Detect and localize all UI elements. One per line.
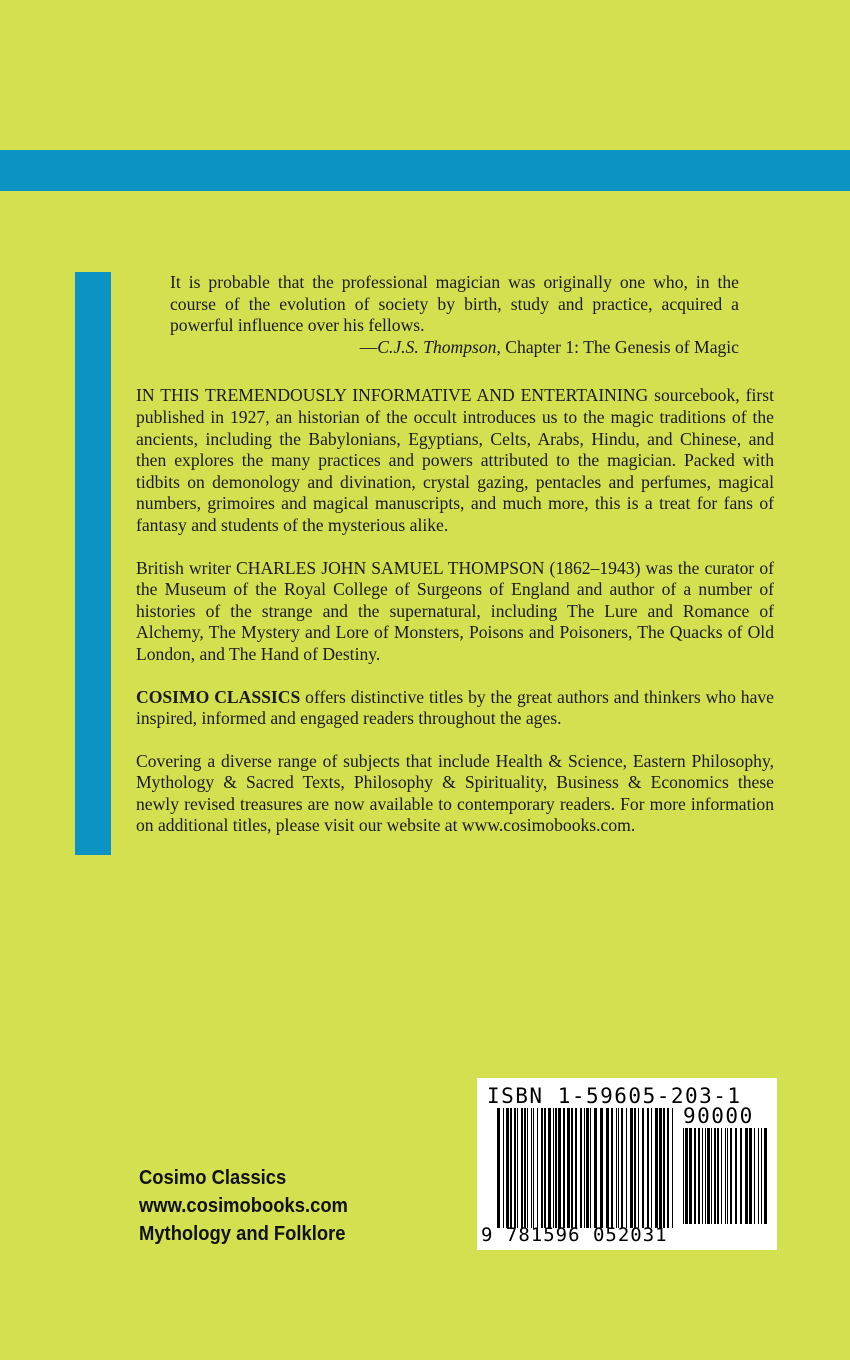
- side-accent-bar: [75, 272, 111, 855]
- barcode-bar: [689, 1128, 692, 1224]
- footer-website: www.cosimobooks.com: [139, 1195, 348, 1217]
- barcode-bar: [558, 1108, 561, 1228]
- barcode-bar: [567, 1108, 570, 1228]
- barcode-bar: [506, 1108, 509, 1228]
- barcode-bar: [618, 1108, 619, 1228]
- barcode-bar: [600, 1108, 603, 1228]
- attribution-source: , Chapter 1: The Genesis of Magic: [496, 336, 739, 357]
- barcode-bar: [714, 1128, 716, 1224]
- barcode-bar: [537, 1108, 538, 1228]
- barcode-bar: [541, 1108, 543, 1228]
- barcode-bar: [764, 1128, 767, 1224]
- footer-publisher: Cosimo Classics: [139, 1167, 287, 1189]
- barcode-bar: [730, 1128, 732, 1224]
- barcode-bar: [740, 1128, 742, 1224]
- barcode-bar: [531, 1108, 532, 1228]
- top-accent-band: [0, 150, 850, 191]
- barcode-bar: [659, 1108, 662, 1228]
- barcode-bar: [702, 1128, 703, 1224]
- barcode-bar: [548, 1108, 551, 1228]
- barcode-bar: [683, 1128, 684, 1224]
- barcode-bar: [711, 1128, 712, 1224]
- barcode-bar: [594, 1108, 597, 1228]
- barcode-bar: [667, 1108, 669, 1228]
- barcode-bar: [694, 1128, 696, 1224]
- price-code: 90000: [683, 1104, 754, 1128]
- addon-bars: [683, 1128, 769, 1224]
- barcode-bar: [651, 1108, 652, 1228]
- barcode-bar: [514, 1108, 516, 1228]
- barcode-bar: [590, 1108, 591, 1228]
- barcode-bar: [586, 1108, 589, 1228]
- barcode-bar: [721, 1128, 722, 1224]
- barcode-bar: [705, 1128, 706, 1224]
- barcode-bar: [634, 1108, 636, 1228]
- barcode-bar: [642, 1108, 644, 1228]
- barcode-bar: [647, 1108, 649, 1228]
- barcode-bar: [517, 1108, 518, 1228]
- barcode-bar: [553, 1108, 554, 1228]
- footer-category: Mythology and Folklore: [139, 1223, 346, 1245]
- barcode-bar: [707, 1128, 710, 1224]
- barcode-bar: [655, 1108, 658, 1228]
- publisher-blurb-text: offers distinctive titles by the great authors and thinkers who have inspired, informed and engaged readers throughout the ages.: [136, 686, 774, 729]
- book-description: IN THIS TREMENDOUSLY INFORMATIVE AND ENTERTAINING sourcebook, first published in 1927, an historian of the occult introduces us to the magic traditions of the ancients, including the Babylonians, Egyptians, Celts, Arabs, Hindu, and Chinese, and then explores the many practices and powers attributed to the magician. Packed with tidbits on demonology and divination, crystal gazing, pentacles and perfumes, magical numbers, grimoires and magical manuscripts, and much more, this is a treat for fans of fantasy and students of the mysterious alike.: [136, 385, 774, 535]
- barcode-bar: [616, 1108, 617, 1228]
- barcode-bar: [533, 1108, 534, 1228]
- barcode-bar: [698, 1128, 700, 1224]
- barcode-bar: [685, 1128, 688, 1224]
- barcode-bar: [638, 1108, 639, 1228]
- barcode-bar: [497, 1108, 500, 1228]
- barcode-bar: [621, 1108, 623, 1228]
- barcode-bar: [606, 1108, 609, 1228]
- isbn-barcode: [477, 1078, 777, 1250]
- attribution-author: C.J.S. Thompson: [377, 336, 497, 357]
- barcode-bar: [510, 1108, 512, 1228]
- barcode-bar: [630, 1108, 633, 1228]
- barcode-bar: [563, 1108, 565, 1228]
- barcode-bar: [717, 1128, 719, 1224]
- barcode-bar: [575, 1108, 577, 1228]
- barcode-bar: [555, 1108, 557, 1228]
- epigraph-attribution: [136, 337, 739, 359]
- barcode-bar: [584, 1108, 585, 1228]
- barcode-bar: [735, 1128, 737, 1224]
- attribution-dash: —: [359, 336, 378, 357]
- back-cover-text: [136, 272, 774, 858]
- barcode-bar: [663, 1108, 665, 1228]
- barcode-bar: [580, 1108, 582, 1228]
- barcode-bar: [626, 1108, 627, 1228]
- epigraph-quote: It is probable that the professional magician was originally one who, in the course of the evolution of society by birth, study and practice, acquired a powerful influence over his fellows.: [170, 272, 739, 336]
- barcode-bar: [749, 1128, 752, 1224]
- barcode-bar: [727, 1128, 728, 1224]
- barcode-bar: [521, 1108, 523, 1228]
- barcode-bar: [725, 1128, 726, 1224]
- publisher-footer: [139, 1164, 366, 1248]
- barcode-bar: [745, 1128, 748, 1224]
- publisher-blurb: [136, 687, 774, 730]
- barcode-bar: [524, 1108, 526, 1228]
- ean-digits: 9 781596 052031: [481, 1224, 668, 1246]
- barcode-bar: [571, 1108, 573, 1228]
- author-bio: British writer CHARLES JOHN SAMUEL THOMPSON (1862–1943) was the curator of the Museum of the Royal College of Surgeons of England and author of a number of histories of the strange and the supernatural, including The Lure and Romance of Alchemy, The Mystery and Lore of Monsters, Poisons and Poisoners, The Quacks of Old London, and The Hand of Destiny.: [136, 557, 774, 664]
- ean-bars: [497, 1108, 673, 1228]
- barcode-bar: [527, 1108, 528, 1228]
- barcode-bar: [761, 1128, 762, 1224]
- barcode-bar: [754, 1128, 755, 1224]
- isbn-label: ISBN 1-59605-203-1: [487, 1084, 742, 1108]
- barcode-bar: [544, 1108, 546, 1228]
- barcode-bar: [672, 1108, 673, 1228]
- barcode-bar: [758, 1128, 759, 1224]
- subjects-blurb: Covering a diverse range of subjects that include Health & Science, Eastern Philosophy, Mythology & Sacred Texts, Philosophy & Spirituality, Business & Economics these newly revised treasures are now available to contemporary readers. For more information on additional titles, please visit our website at www.cosimobooks.com.: [136, 750, 774, 836]
- publisher-name-lead: COSIMO CLASSICS: [136, 686, 301, 707]
- barcode-bar: [611, 1108, 613, 1228]
- barcode-bar: [503, 1108, 504, 1228]
